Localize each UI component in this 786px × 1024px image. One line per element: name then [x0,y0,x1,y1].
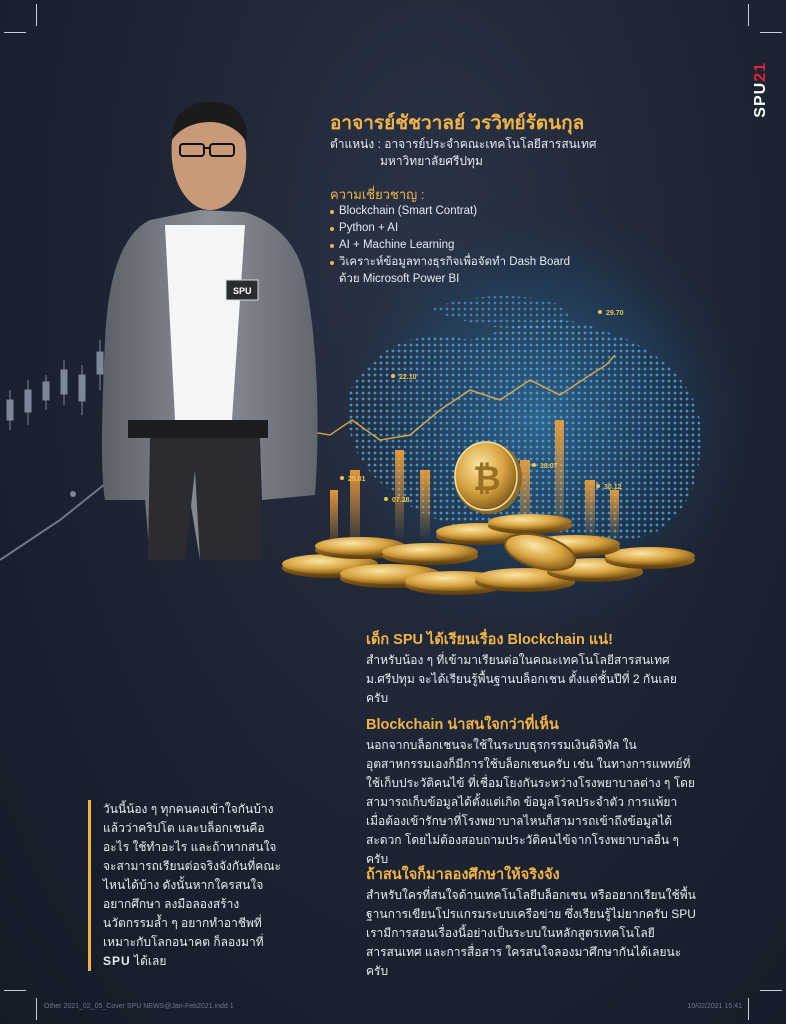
brand-suffix: 21 [752,62,769,82]
print-slug-right: 10/02/2021 15:41 [687,1003,742,1010]
side-quote-tail: ได้เลย [134,954,167,968]
crop-mark-bl-v [36,998,37,1020]
crop-mark-tl-h [4,32,26,33]
crop-mark-bl-h [4,990,26,991]
profile-name: อาจารย์ชัชวาลย์ วรวิทย์รัตนกุล [330,113,585,134]
section-1-body: สำหรับน้อง ๆ ที่เข้ามาเรียนต่อในคณะเทคโนโลยีสารสนเทศ ม.ศรีปทุม จะได้เรียนรู้พื้นฐานบล็อกเชน ตั้งแต่ชั้นปีที่ 2 กันเลยครับ [366,653,677,705]
side-quote-emphasis: SPU [103,954,131,968]
bitcoin-icon [454,442,522,514]
profile-position [330,136,630,170]
expertise-list [330,203,590,288]
expertise-item: Blockchain (Smart Contrat) [330,203,590,220]
crop-mark-br-h [760,990,782,991]
side-quote-text: วันนี้น้อง ๆ ทุกคนคงเข้าใจกันบ้างแล้วว่าคริปโต และบล็อกเชนคืออะไร ใช้ทำอะไร และถ้าหากสนใจ จะสามารถเรียนต่อจริงจังกันที่คณะไหนได้บ้าง ดังนั้นหากใครสนใจอยากศึกษา ลงมือลองสร้างนวัตกรรมล้ำ ๆ อยากทำอาชีพที่เหมาะกับโลกอนาคต ก็ลองมาที่ [103,802,281,949]
price-label-2: 22.10 [399,374,417,381]
crop-mark-tl-v [36,4,37,26]
price-label-6: 18.07 [540,463,558,470]
position-line-1: ตำแหน่ง : อาจารย์ประจำคณะเทคโนโลยีสารสนเทศ [330,137,597,151]
expertise-item: วิเคราะห์ข้อมูลทางธุรกิจเพื่อจัดทำ Dash Board ด้วย Microsoft Power BI [330,254,590,288]
side-quote [88,800,288,971]
price-label-4: 25.01 [348,476,366,483]
svg-text:₿: ₿ [473,459,501,499]
crop-mark-tr-v [748,4,749,26]
section-3-body: สำหรับใครที่สนใจด้านเทคโนโลยีบล็อกเชน หรืออยากเรียนใช้พื้นฐานการเขียนโปรแกรมระบบเครือข่าย ซึ่งเรียนรู้ไม่ยากครับ SPU เรามีการสอนเรื่องนี้อย่างเป็นระบบในหลักสูตรเทคโนโลยีสารสนเทศ และการสื่อสาร ใครสนใจลองมาศึกษากันได้เลยนะครับ [366,888,696,978]
man-portrait [102,102,318,560]
expertise-item: AI + Machine Learning [330,237,590,254]
section-2-body: นอกจากบล็อกเชนจะใช้ในระบบธุรกรรมเงินดิจิทัล ในอุตสาหกรรมเองก็มีการใช้บล็อกเชนครับ เช่น ในทางการแพทย์ที่ใช้เก็บประวัติคนไข้ ที่เชื่อมโยงกันระหว่างโรงพยาบาลต่าง ๆ โดยสามารถเก็บข้อมูลได้ตั้งแต่เกิด ข้อมูลโรคประจำตัว การแพ้ยา เมื่อต้องเข้ารักษาที่โรงพยาบาลไหนก็สามารถเข้าถึงข้อมูลได้สะดวก โดยไม่ต้องสอบถามประวัติคนไข้จากโรงพยาบาลอื่น ๆ ครับ [366,738,695,866]
price-label-5: 07.28 [392,497,410,504]
blockchain-illustration [0,90,786,630]
brand-prefix: SPU [752,81,769,118]
expertise-heading: ความเชี่ยวชาญ : [330,187,425,202]
price-label-1: 29.70 [606,310,624,317]
expertise-item: Python + AI [330,220,590,237]
jacket-spu-badge: SPU [233,286,252,296]
position-line-2: มหาวิทยาลัยศรีปทุม [380,154,483,168]
section-2-title: Blockchain น่าสนใจกว่าที่เห็น [366,717,559,733]
crop-mark-tr-h [760,32,782,33]
print-slug-left: Other 2021_02_05_Cover SPU NEWS@Jan-Feb2021.indd 1 [44,1003,234,1010]
crop-mark-br-v [748,998,749,1020]
section-3-title: ถ้าสนใจก็มาลองศึกษาให้จริงจัง [366,867,560,883]
section-1-title: เด็ก SPU ได้เรียนเรื่อง Blockchain แน่! [366,632,613,648]
stock-candlesticks [7,340,103,430]
price-label-7: 30.12 [604,484,622,491]
